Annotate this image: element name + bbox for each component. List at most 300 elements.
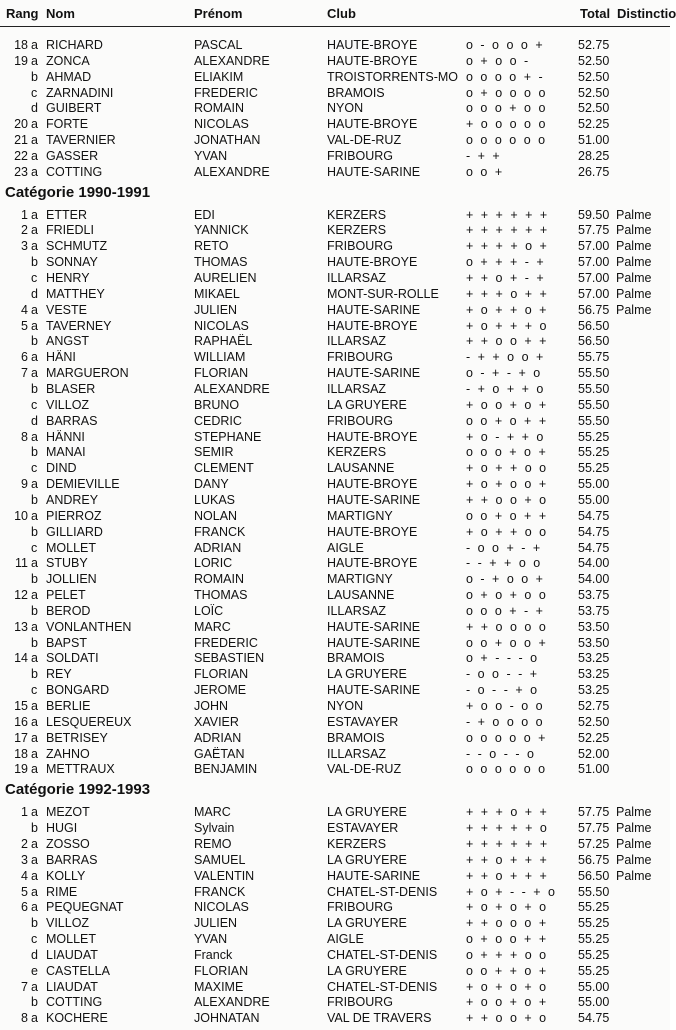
club-cell: NYON	[327, 101, 364, 115]
sub-rank-cell: a	[31, 556, 38, 570]
total-cell: 52.50	[578, 70, 610, 84]
header-nom: Nom	[46, 6, 75, 21]
distinction-cell: Palme	[616, 853, 652, 867]
club-cell: KERZERS	[327, 208, 387, 222]
table-row	[0, 286, 670, 302]
nom-cell: VILLOZ	[46, 916, 90, 930]
prenom-cell: MIKAEL	[194, 287, 240, 301]
nom-cell: BEROD	[46, 604, 91, 618]
club-cell: VAL DE TRAVERS	[327, 1011, 432, 1025]
total-cell: 54.00	[578, 556, 610, 570]
club-cell: AIGLE	[327, 932, 364, 946]
table-row	[0, 349, 670, 365]
prenom-cell: GAËTAN	[194, 747, 245, 761]
distinction-cell: Palme	[616, 805, 652, 819]
total-cell: 57.75	[578, 223, 610, 237]
nom-cell: LESQUEREUX	[46, 715, 132, 729]
rang-cell: 18	[14, 747, 28, 761]
nom-cell: STUBY	[46, 556, 88, 570]
club-cell: KERZERS	[327, 837, 387, 851]
table-row	[0, 804, 670, 820]
sub-rank-cell: a	[31, 980, 38, 994]
total-cell: 53.25	[578, 667, 610, 681]
table-row	[0, 635, 670, 651]
rang-cell: 3	[21, 239, 28, 253]
club-cell: FRIBOURG	[327, 149, 393, 163]
nom-cell: MOLLET	[46, 541, 97, 555]
table-row	[0, 540, 670, 556]
total-cell: 52.50	[578, 101, 610, 115]
nom-cell: PEQUEGNAT	[46, 900, 124, 914]
nom-cell: ZONCA	[46, 54, 90, 68]
rang-cell: 10	[14, 509, 28, 523]
sub-rank-cell: a	[31, 303, 38, 317]
club-cell: LA GRUYERE	[327, 667, 407, 681]
nom-cell: KOCHERE	[46, 1011, 108, 1025]
total-cell: 55.00	[578, 493, 610, 507]
prenom-cell: ALEXANDRE	[194, 995, 270, 1009]
total-cell: 55.25	[578, 932, 610, 946]
table-row	[0, 207, 670, 223]
sub-rank-cell: b	[31, 667, 38, 681]
table-row	[0, 116, 670, 132]
sub-rank-cell: c	[31, 683, 38, 697]
sub-rank-cell: c	[31, 932, 38, 946]
nom-cell: AHMAD	[46, 70, 92, 84]
table-row	[0, 650, 670, 666]
header-rang: Rang	[6, 6, 39, 21]
prenom-cell: FLORIAN	[194, 366, 249, 380]
table-row	[0, 836, 670, 852]
prenom-cell: FLORIAN	[194, 964, 249, 978]
nom-cell: MANAI	[46, 445, 86, 459]
prenom-cell: STEPHANE	[194, 430, 262, 444]
marks-cell: + + o o o +	[466, 916, 547, 930]
rang-cell: 4	[21, 303, 28, 317]
nom-cell: METTRAUX	[46, 762, 115, 776]
marks-cell: + + + + + +	[466, 223, 548, 237]
table-row	[0, 333, 670, 349]
table-row	[0, 931, 670, 947]
prenom-cell: CLEMENT	[194, 461, 254, 475]
nom-cell: DIND	[46, 461, 77, 475]
sub-rank-cell: a	[31, 900, 38, 914]
marks-cell: o + o o + +	[466, 932, 547, 946]
nom-cell: MOLLET	[46, 932, 97, 946]
sub-rank-cell: b	[31, 821, 38, 835]
club-cell: ESTAVAYER	[327, 821, 399, 835]
nom-cell: SCHMUTZ	[46, 239, 108, 253]
marks-cell: o + o + o o	[466, 588, 547, 602]
nom-cell: HÄNNI	[46, 430, 85, 444]
sub-rank-cell: a	[31, 588, 38, 602]
nom-cell: KOLLY	[46, 869, 86, 883]
marks-cell: o o +	[466, 165, 503, 179]
sub-rank-cell: b	[31, 525, 38, 539]
table-row	[0, 994, 670, 1010]
nom-cell: HÄNI	[46, 350, 76, 364]
prenom-cell: BRUNO	[194, 398, 240, 412]
rang-cell: 6	[21, 350, 28, 364]
sub-rank-cell: d	[31, 414, 38, 428]
club-cell: ESTAVAYER	[327, 715, 399, 729]
prenom-cell: YVAN	[194, 932, 228, 946]
prenom-cell: THOMAS	[194, 588, 248, 602]
header-total: Total	[580, 6, 611, 21]
table-row	[0, 381, 670, 397]
table-row	[0, 222, 670, 238]
club-cell: BRAMOIS	[327, 86, 385, 100]
marks-cell: + o + + + o	[466, 319, 547, 333]
sub-rank-cell: d	[31, 101, 38, 115]
nom-cell: COTTING	[46, 995, 103, 1009]
table-row	[0, 682, 670, 698]
marks-cell: o o o + o +	[466, 445, 547, 459]
marks-cell: + + + + + +	[466, 837, 548, 851]
nom-cell: GILLIARD	[46, 525, 103, 539]
nom-cell: VILLOZ	[46, 398, 90, 412]
rang-cell: 7	[21, 980, 28, 994]
club-cell: HAUTE-SARINE	[327, 683, 421, 697]
prenom-cell: MARC	[194, 620, 231, 634]
total-cell: 54.75	[578, 541, 610, 555]
total-cell: 55.75	[578, 350, 610, 364]
marks-cell: + + o + + +	[466, 869, 548, 883]
header-prenom: Prénom	[194, 6, 243, 21]
prenom-cell: NICOLAS	[194, 900, 249, 914]
prenom-cell: WILLIAM	[194, 350, 246, 364]
table-row	[0, 619, 670, 635]
nom-cell: MATTHEY	[46, 287, 105, 301]
sub-rank-cell: a	[31, 699, 38, 713]
nom-cell: VESTE	[46, 303, 87, 317]
rang-cell: 12	[14, 588, 28, 602]
total-cell: 55.50	[578, 885, 610, 899]
marks-cell: o + + + - +	[466, 255, 545, 269]
table-row	[0, 979, 670, 995]
prenom-cell: SAMUEL	[194, 853, 246, 867]
total-cell: 52.00	[578, 747, 610, 761]
sub-rank-cell: b	[31, 70, 38, 84]
rang-cell: 14	[14, 651, 28, 665]
prenom-cell: YVAN	[194, 149, 228, 163]
table-row	[0, 238, 670, 254]
marks-cell: o o o + - +	[466, 604, 544, 618]
sub-rank-cell: b	[31, 572, 38, 586]
rang-cell: 8	[21, 430, 28, 444]
marks-cell: + o o - o o	[466, 699, 544, 713]
marks-cell: + o + + o +	[466, 303, 547, 317]
marks-cell: - o - - + o	[466, 683, 538, 697]
total-cell: 55.25	[578, 445, 610, 459]
club-cell: HAUTE-SARINE	[327, 366, 421, 380]
club-cell: HAUTE-BROYE	[327, 54, 418, 68]
total-cell: 52.50	[578, 86, 610, 100]
club-cell: LA GRUYERE	[327, 916, 407, 930]
prenom-cell: ALEXANDRE	[194, 165, 270, 179]
sub-rank-cell: a	[31, 165, 38, 179]
prenom-cell: THOMAS	[194, 255, 248, 269]
sub-rank-cell: a	[31, 223, 38, 237]
marks-cell: + o o o o o	[466, 117, 546, 131]
total-cell: 55.25	[578, 461, 610, 475]
club-cell: BRAMOIS	[327, 651, 385, 665]
table-row	[0, 884, 670, 900]
prenom-cell: JOHNATAN	[194, 1011, 260, 1025]
table-row	[0, 555, 670, 571]
rang-cell: 16	[14, 715, 28, 729]
distinction-cell: Palme	[616, 821, 652, 835]
marks-cell: - + o o o o	[466, 715, 544, 729]
club-cell: HAUTE-BROYE	[327, 430, 418, 444]
sub-rank-cell: b	[31, 636, 38, 650]
sub-rank-cell: a	[31, 239, 38, 253]
rang-cell: 11	[15, 556, 28, 570]
marks-cell: + + o o o o	[466, 620, 547, 634]
nom-cell: REY	[46, 667, 72, 681]
marks-cell: - - + + o o	[466, 556, 541, 570]
marks-cell: o o o o o +	[466, 731, 546, 745]
club-cell: CHATEL-ST-DENIS	[327, 980, 438, 994]
nom-cell: BLASER	[46, 382, 96, 396]
marks-cell: o o o o + -	[466, 70, 544, 84]
nom-cell: TAVERNEY	[46, 319, 112, 333]
total-cell: 51.00	[578, 133, 610, 147]
sub-rank-cell: a	[31, 869, 38, 883]
sub-rank-cell: a	[31, 477, 38, 491]
rang-cell: 19	[14, 762, 28, 776]
rang-cell: 15	[14, 699, 28, 713]
sub-rank-cell: a	[31, 38, 38, 52]
club-cell: MARTIGNY	[327, 572, 393, 586]
marks-cell: o o o + o o	[466, 101, 546, 115]
nom-cell: BARRAS	[46, 414, 98, 428]
sub-rank-cell: a	[31, 319, 38, 333]
club-cell: HAUTE-BROYE	[327, 117, 418, 131]
prenom-cell: YANNICK	[194, 223, 249, 237]
total-cell: 55.00	[578, 477, 610, 491]
sub-rank-cell: b	[31, 916, 38, 930]
total-cell: 56.50	[578, 319, 610, 333]
total-cell: 57.00	[578, 255, 610, 269]
club-cell: HAUTE-BROYE	[327, 525, 418, 539]
nom-cell: ETTER	[46, 208, 87, 222]
nom-cell: MARGUERON	[46, 366, 129, 380]
marks-cell: + o + o o +	[466, 477, 547, 491]
marks-cell: + o + o + o	[466, 980, 547, 994]
sub-rank-cell: a	[31, 430, 38, 444]
club-cell: MONT-SUR-ROLLE	[327, 287, 439, 301]
prenom-cell: LUKAS	[194, 493, 235, 507]
total-cell: 54.75	[578, 525, 610, 539]
table-row	[0, 508, 670, 524]
nom-cell: GASSER	[46, 149, 99, 163]
marks-cell: o - o o o +	[466, 38, 544, 52]
total-cell: 57.00	[578, 287, 610, 301]
nom-cell: LIAUDAT	[46, 948, 98, 962]
marks-cell: + + o o + o	[466, 1011, 547, 1025]
nom-cell: VONLANTHEN	[46, 620, 132, 634]
sub-rank-cell: a	[31, 620, 38, 634]
total-cell: 55.50	[578, 398, 610, 412]
table-row	[0, 164, 670, 180]
prenom-cell: DANY	[194, 477, 229, 491]
table-row	[0, 730, 670, 746]
total-cell: 52.75	[578, 699, 610, 713]
table-row	[0, 915, 670, 931]
total-cell: 57.00	[578, 239, 610, 253]
table-row	[0, 254, 670, 270]
club-cell: HAUTE-SARINE	[327, 493, 421, 507]
total-cell: 51.00	[578, 762, 610, 776]
prenom-cell: REMO	[194, 837, 232, 851]
rang-cell: 20	[14, 117, 28, 131]
distinction-cell: Palme	[616, 208, 652, 222]
sub-rank-cell: a	[31, 350, 38, 364]
club-cell: HAUTE-SARINE	[327, 620, 421, 634]
club-cell: HAUTE-BROYE	[327, 255, 418, 269]
marks-cell: o o + o o +	[466, 636, 547, 650]
category-title: Catégorie 1992-1993	[5, 781, 151, 799]
sub-rank-cell: a	[31, 651, 38, 665]
nom-cell: MEZOT	[46, 805, 90, 819]
nom-cell: ZOSSO	[46, 837, 90, 851]
nom-cell: HENRY	[46, 271, 90, 285]
prenom-cell: SEMIR	[194, 445, 234, 459]
total-cell: 28.25	[578, 149, 610, 163]
club-cell: ILLARSAZ	[327, 382, 387, 396]
prenom-cell: BENJAMIN	[194, 762, 258, 776]
marks-cell: + + o o + +	[466, 334, 547, 348]
header-club: Club	[327, 6, 356, 21]
sub-rank-cell: c	[31, 271, 38, 285]
nom-cell: SONNAY	[46, 255, 98, 269]
sub-rank-cell: b	[31, 445, 38, 459]
prenom-cell: FRANCK	[194, 885, 246, 899]
prenom-cell: Franck	[194, 948, 233, 962]
club-cell: FRIBOURG	[327, 900, 393, 914]
table-row	[0, 365, 670, 381]
table-row	[0, 852, 670, 868]
nom-cell: BERLIE	[46, 699, 91, 713]
total-cell: 55.00	[578, 980, 610, 994]
table-row	[0, 666, 670, 682]
prenom-cell: ROMAIN	[194, 572, 244, 586]
table-row	[0, 963, 670, 979]
club-cell: ILLARSAZ	[327, 604, 387, 618]
marks-cell: + + + o + +	[466, 287, 548, 301]
prenom-cell: NICOLAS	[194, 117, 249, 131]
rang-cell: 17	[14, 731, 28, 745]
marks-cell: o o + + o +	[466, 964, 547, 978]
sub-rank-cell: b	[31, 604, 38, 618]
total-cell: 56.50	[578, 869, 610, 883]
marks-cell: o o o o o o	[466, 133, 546, 147]
total-cell: 55.25	[578, 964, 610, 978]
distinction-cell: Palme	[616, 223, 652, 237]
nom-cell: COTTING	[46, 165, 103, 179]
table-row	[0, 53, 670, 69]
nom-cell: DEMIEVILLE	[46, 477, 120, 491]
rang-cell: 6	[21, 900, 28, 914]
rang-cell: 13	[14, 620, 28, 634]
marks-cell: + + + o + +	[466, 805, 548, 819]
marks-cell: + o + + o o	[466, 461, 547, 475]
marks-cell: - - o - - o	[466, 747, 535, 761]
prenom-cell: FREDERIC	[194, 86, 258, 100]
marks-cell: + o + o + o	[466, 900, 547, 914]
total-cell: 52.75	[578, 38, 610, 52]
club-cell: CHATEL-ST-DENIS	[327, 885, 438, 899]
sub-rank-cell: a	[31, 1011, 38, 1025]
distinction-cell: Palme	[616, 287, 652, 301]
club-cell: ILLARSAZ	[327, 747, 387, 761]
header-divider	[0, 26, 670, 27]
rang-cell: 2	[21, 223, 28, 237]
club-cell: LA GRUYERE	[327, 398, 407, 412]
total-cell: 55.50	[578, 366, 610, 380]
nom-cell: ZAHNO	[46, 747, 90, 761]
rang-cell: 1	[21, 805, 28, 819]
marks-cell: + o + + o o	[466, 525, 547, 539]
prenom-cell: MARC	[194, 805, 231, 819]
total-cell: 54.75	[578, 1011, 610, 1025]
nom-cell: BARRAS	[46, 853, 98, 867]
club-cell: LAUSANNE	[327, 461, 395, 475]
marks-cell: o + o o -	[466, 54, 529, 68]
rang-cell: 2	[21, 837, 28, 851]
prenom-cell: FRANCK	[194, 525, 246, 539]
marks-cell: - + + o o +	[466, 350, 544, 364]
nom-cell: LIAUDAT	[46, 980, 98, 994]
club-cell: HAUTE-SARINE	[327, 303, 421, 317]
total-cell: 52.25	[578, 731, 610, 745]
nom-cell: JOLLIEN	[46, 572, 97, 586]
rang-cell: 3	[21, 853, 28, 867]
club-cell: MARTIGNY	[327, 509, 393, 523]
total-cell: 53.75	[578, 588, 610, 602]
total-cell: 56.75	[578, 303, 610, 317]
nom-cell: SOLDATI	[46, 651, 99, 665]
sub-rank-cell: e	[31, 964, 38, 978]
sub-rank-cell: c	[31, 541, 38, 555]
rang-cell: 1	[21, 208, 28, 222]
sub-rank-cell: a	[31, 747, 38, 761]
total-cell: 55.25	[578, 900, 610, 914]
nom-cell: RICHARD	[46, 38, 103, 52]
marks-cell: o - + - + o	[466, 366, 541, 380]
table-row	[0, 413, 670, 429]
prenom-cell: ADRIAN	[194, 541, 242, 555]
nom-cell: ANGST	[46, 334, 90, 348]
prenom-cell: JULIEN	[194, 303, 238, 317]
club-cell: KERZERS	[327, 223, 387, 237]
prenom-cell: AURELIEN	[194, 271, 257, 285]
table-row	[0, 460, 670, 476]
prenom-cell: LORIC	[194, 556, 233, 570]
prenom-cell: ALEXANDRE	[194, 382, 270, 396]
distinction-cell: Palme	[616, 303, 652, 317]
sub-rank-cell: c	[31, 461, 38, 475]
table-row	[0, 746, 670, 762]
total-cell: 55.25	[578, 916, 610, 930]
table-row	[0, 603, 670, 619]
distinction-cell: Palme	[616, 239, 652, 253]
total-cell: 59.50	[578, 208, 610, 222]
marks-cell: + + + + o +	[466, 239, 548, 253]
club-cell: ILLARSAZ	[327, 271, 387, 285]
total-cell: 52.25	[578, 117, 610, 131]
